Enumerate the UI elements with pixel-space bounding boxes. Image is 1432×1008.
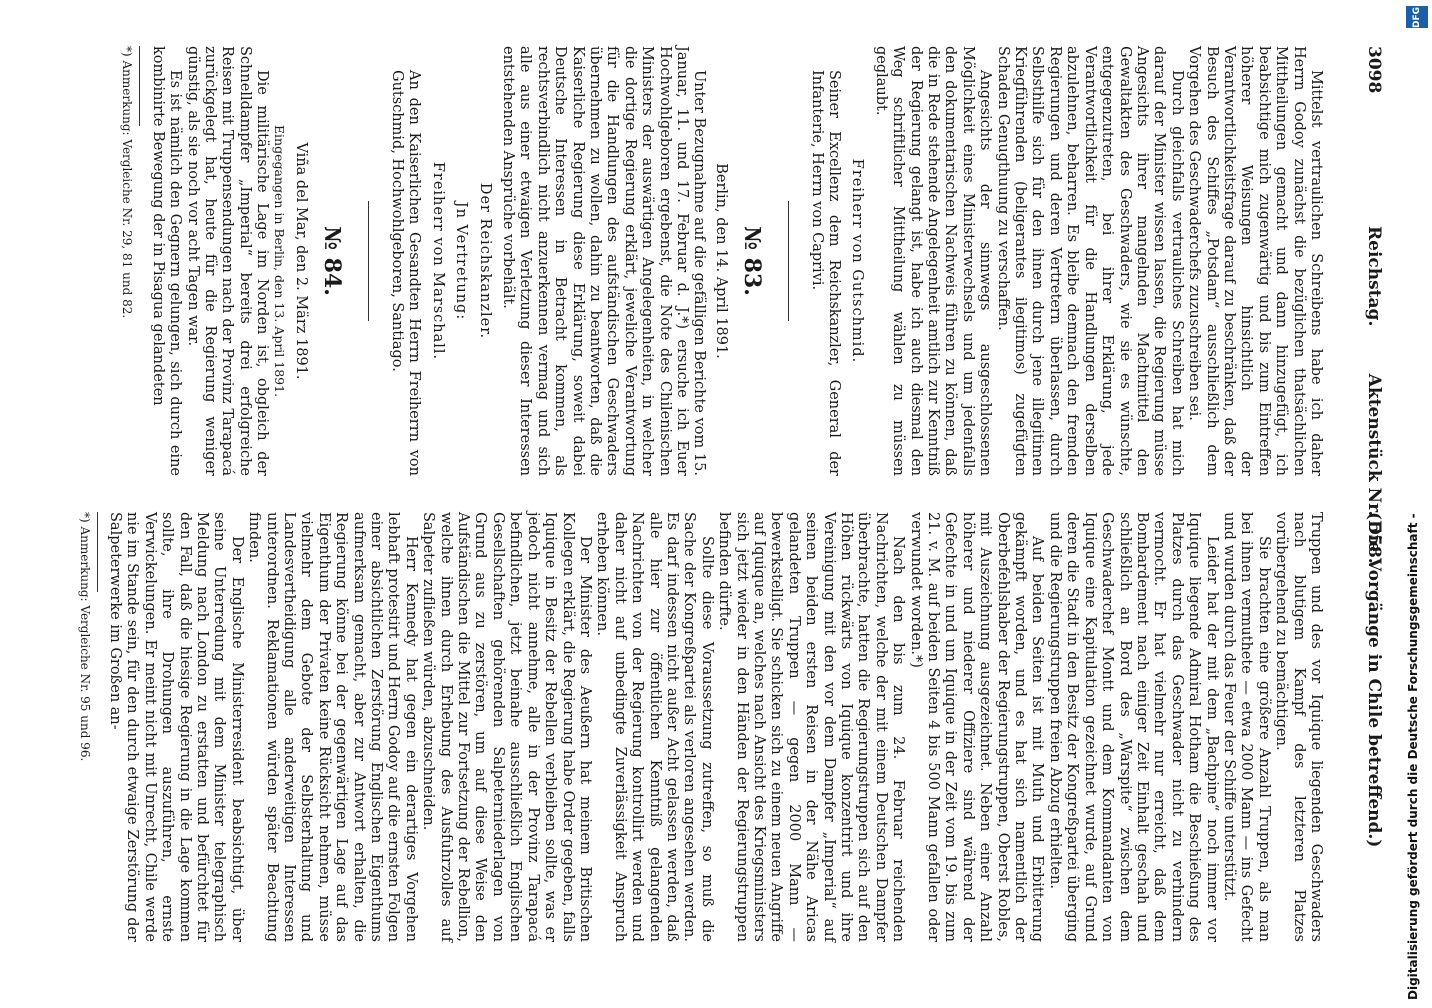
paragraph: Mittelst vertraulichen Schreibens habe ich daher Herrn Godoy zunächst die bezüglichen thatsächlichen Mittheilungen gemacht und dann hinzugefügt, ich beabsichtige mich zugenwärtig und bis zum Eintreffen höherer Weisungen hinsichtlich der Verantwortlichkeitsfrage darauf zu beschränken, daß der Besuch des Schiffes „Potsdam“ ausschließlich dem Vorgehen des Geschwaderchefs zuzuschreiben sei. <box>1186 46 1324 476</box>
paragraph: Unter Bezugnahme auf die gefälligen Berichte vom 15. Januar, 11. und 17. Februar d. J.*) ersuche ich Euer Hochwohlgeboren ergebenst, die Note des Chilenischen Ministers der auswärtigen Angelegenheiten, in welcher die dortige Regierung erklärt, jeweliche Verantwortung für die Handlungen des aufständischen Geschwaders übernehmen zu wollen, dahin zu beantworten, daß die Kaiserliche Regierung diese Erklärung, soweit dabei Deutsche Interessen in Betracht kommen, als rechtsverbindlich nicht anzuerkennen vermag und sich alle aus einer etwaigen Verletzung dieser Interessen entstehenden Ansprüche vorbehält. <box>499 46 708 476</box>
addressee: Seiner Excellenz dem Reichskanzler, General der Infanterie, Herrn von Caprivi. <box>808 70 843 476</box>
paragraph: Der Minister des Aeußern hat meinem Britischen Kollegen erklärt, die Regierung habe Order gegeben, falls Iquique in Besitz der Rebellen verbleiben sollte, was er jedoch nicht annehme, alle in der Provinz Tarapacá befindlichen, jetzt beinahe ausschließlich Englischen Gesellschaften gehörenden Salpeterniederlagen von Grund aus zu zerstören, um auf diese Weise den Aufständischen die Mittel zur Fortsetzung der Rebellion, welche ihnen durch Erhebung des Ausfuhrzolles auf Salpeter zufließen würden, abzuschneiden. <box>420 512 593 942</box>
dfg-logo: DFG <box>1406 6 1428 28</box>
paragraph: Angesichts der sinnwegs ausgeschlossenen Möglichkeit eines Ministerwechsels und um jedenfalls den dokumentarischen Nachweis führen zu können, daß die in Rede stehende Angelegenheit amtlich zur Kenntniß der Regierung gelangt ist, habe ich auch diesmal den Weg schriftlicher Mittheilung wählen zu müssen geglaubt. <box>872 46 994 476</box>
divider <box>788 201 789 321</box>
signature-deputy: Jn Vertretung: <box>453 201 470 321</box>
paragraph: Die militärische Lage im Norden ist, obgleich der Schnelldampfer „Imperial“ bereits drei erfolgreiche Reisen mit Truppensendungen nach der Provinz Tarapacá zurückgelegt hat, heute für die Regierung weniger günstig, als sie noch vor acht Tagen war. <box>184 46 271 476</box>
right-column <box>75 512 1324 942</box>
paragraph: Leider hat der mit dem „Bachpine“ noch immer vor Iquique liegende Admiral Hotham die Beschießung des Platzes durch das Geschwader nicht zu verhindern vermocht. Er hat vielmehr nur erreicht, daß dem Bombardement nach einiger Zeit Einhalt geschah und schließlich an Bord des „Warspite“ zwischen dem Geschwaderchef Montt und dem Kommandanten von Iquique eine Kapitulation gezeichnet wurde, auf Grund deren die Stadt in den Besitz der Kongreßpartei überging und die Regierungstruppen freien Abzug erhielten. <box>1046 512 1220 942</box>
footnote-rule <box>97 512 98 592</box>
paragraph: Truppen und des vor Iquique liegenden Geschwaders nach blutigem Kampf des letzteren Platzes vorübergehend zu bemächtigen. <box>1273 512 1324 942</box>
dateline: Berlin, den 14. April 1891. <box>712 163 729 359</box>
header-subject: (Die Vorgänge in Chile betreffend.) <box>1364 512 1384 848</box>
document-number: № 83. <box>739 226 766 296</box>
paragraph: Es ist nämlich den Gegnern gelungen, sich durch eine kombinirte Bewegung der in Pisagua gelandeten <box>149 46 184 476</box>
signature-title: Der Reichskanzler. <box>476 182 493 340</box>
paragraph: Durch gleichfalls vertrauliches Schreiben hat mich darauf der Minister wissen lassen, die Regierung müsse Angesichts ihrer mangelnden Machtmittel den Gewaltakten des Geschwaders, wie sie es wünschte, entgegenzutreten, bei ihrer Erklärung, jede Verantwortlichkeit für die Handlungen derselben abzulehnen, beharren. Es bleibe demnach den fremden Regierungen und deren Vertretern überlassen, durch Selbsthilfe sich für den ihnen durch jene illegitimen Kriegführenden (beligerantes ilegitimos) zugefügten Schaden Genugthuung zu verschaffen. <box>994 46 1185 476</box>
document-number: № 84. <box>319 226 346 296</box>
paragraph: Sollte diese Voraussetzung zutreffen, so muß die Sache der Kongreßpartei als verloren angesehen werden. Es darf indessen nicht außer Acht gelassen werden, daß alle hier zur öffentlichen Kenntniß gelangenden Nachrichten von der Regierung kontrollirt werden und daher nicht auf unbedingte Zuverlässigkeit Anspruch erheben können. <box>594 512 715 942</box>
page-number: 3098 <box>1364 46 1384 94</box>
paragraph: Herr Kennedy hat gegen ein derartiges Vorgehen lebhaft protestirt und Herrn Godoy auf die ernsten Folgen einer absichtlichen Zerstörung Englischen Eigenthums aufmerksam gemacht, aber zur Antwort erhalten, die Regierung könne bei der gegenwärtigen Lage auf das Eigenthum der Privaten keine Rücksicht nehmen, müsse vielmehr dem Gebote der Selbsterhaltung und Landesvertheidigung alle anderweitigen Interessen unterordnen. Reklamationen würden später Beachtung finden. <box>246 512 419 942</box>
signature: Freiherr von Gutschmid. <box>849 158 866 364</box>
signature: Freiherr von Marschall. <box>429 161 446 361</box>
digitization-credit-strip <box>1402 0 1432 1000</box>
footnote: *) Anmerkung: Vergleiche Nr. 95 und 96. <box>77 512 92 762</box>
divider <box>369 201 370 321</box>
paragraph: Sie brachten eine größere Anzahl Truppen, als man bei ihnen vermuthete — etwa 2000 Mann — ins Gefecht und wurden durch das Feuer der Schiffe unterstützt. <box>1220 512 1272 942</box>
document-title: Aktenstück Nr. 558. <box>1364 373 1384 564</box>
dateline: Viña del Mar, den 2. März 1891. <box>293 142 310 380</box>
paragraph: Nach den bis zum 24. Februar reichenden Nachrichten, welche der mit einem Deutschen Dampfer überbrachte, hatten die Regierungstruppen sich auf den Höhen rückwärts von Iquique konzentrirt und ihre Vereinigung mit den vor dem Dampfer „Imperial“ auf seinen beiden ersten Reisen in der Nähe Aricas gelandeten Truppen — gegen 2000 Mann — bewerkstelligt. Sie schicken sich zu einem neuen Angriffe auf Iquique an, welches nach Ansicht des Kriegsministers sich jetzt wieder in den Händen der Regierungstruppen befinden dürfte. <box>716 512 907 942</box>
page-header <box>1356 36 1390 976</box>
addressee: An den Kaiserlichen Gesandten Herrn Freiherrn von Gutschmid, Hochwohlgeboren, Santiago. <box>388 70 423 476</box>
funding-credit: Digitalisierung gefördert durch die Deutsche Forschungsgemeinschaft - <box>1406 513 1420 1000</box>
paragraph: Auf beiden Seiten ist mit Muth und Erbitterung gekämpft worden, und es hat sich namentlich der Oberbefehlshaber der Regierungstruppen, Oberst Robles, mit Auszeichnung ausgezeichnet. Neben einer Anzahl höherer und niederer Offiziere sind während der Gefechte in und um Iquique in der Zeit vom 19. bis zum 21. v. M. auf beiden Seiten 4 bis 500 Mann gefallen oder verwundet worden.*) <box>907 512 1046 942</box>
paragraph: Der Englische Ministerresident beabsichtigt, über seine Unterredung mit dem Minister telegraphisch Meldung nach London zu erstatten und befürchtet für den Fall, daß die hiesige Regierung in die Lage kommen sollte, ihre Drohungen auszuführen, ernste Verwickelungen. Er meint nicht mit Unrecht, Chile werde nie im Stande sein, für den durch etwaige Zerstörung der Salpeterwerke im Großen an- <box>106 512 245 942</box>
left-column <box>118 46 1324 476</box>
received-line: Eingegangen in Berlin, den 13. April 1891. <box>271 124 287 398</box>
publication-name: Reichstag. <box>1364 226 1384 327</box>
footnote: *) Anmerkung: Vergleiche Nr. 29, 81 und 82. <box>120 46 135 319</box>
footnote-rule <box>139 46 140 126</box>
